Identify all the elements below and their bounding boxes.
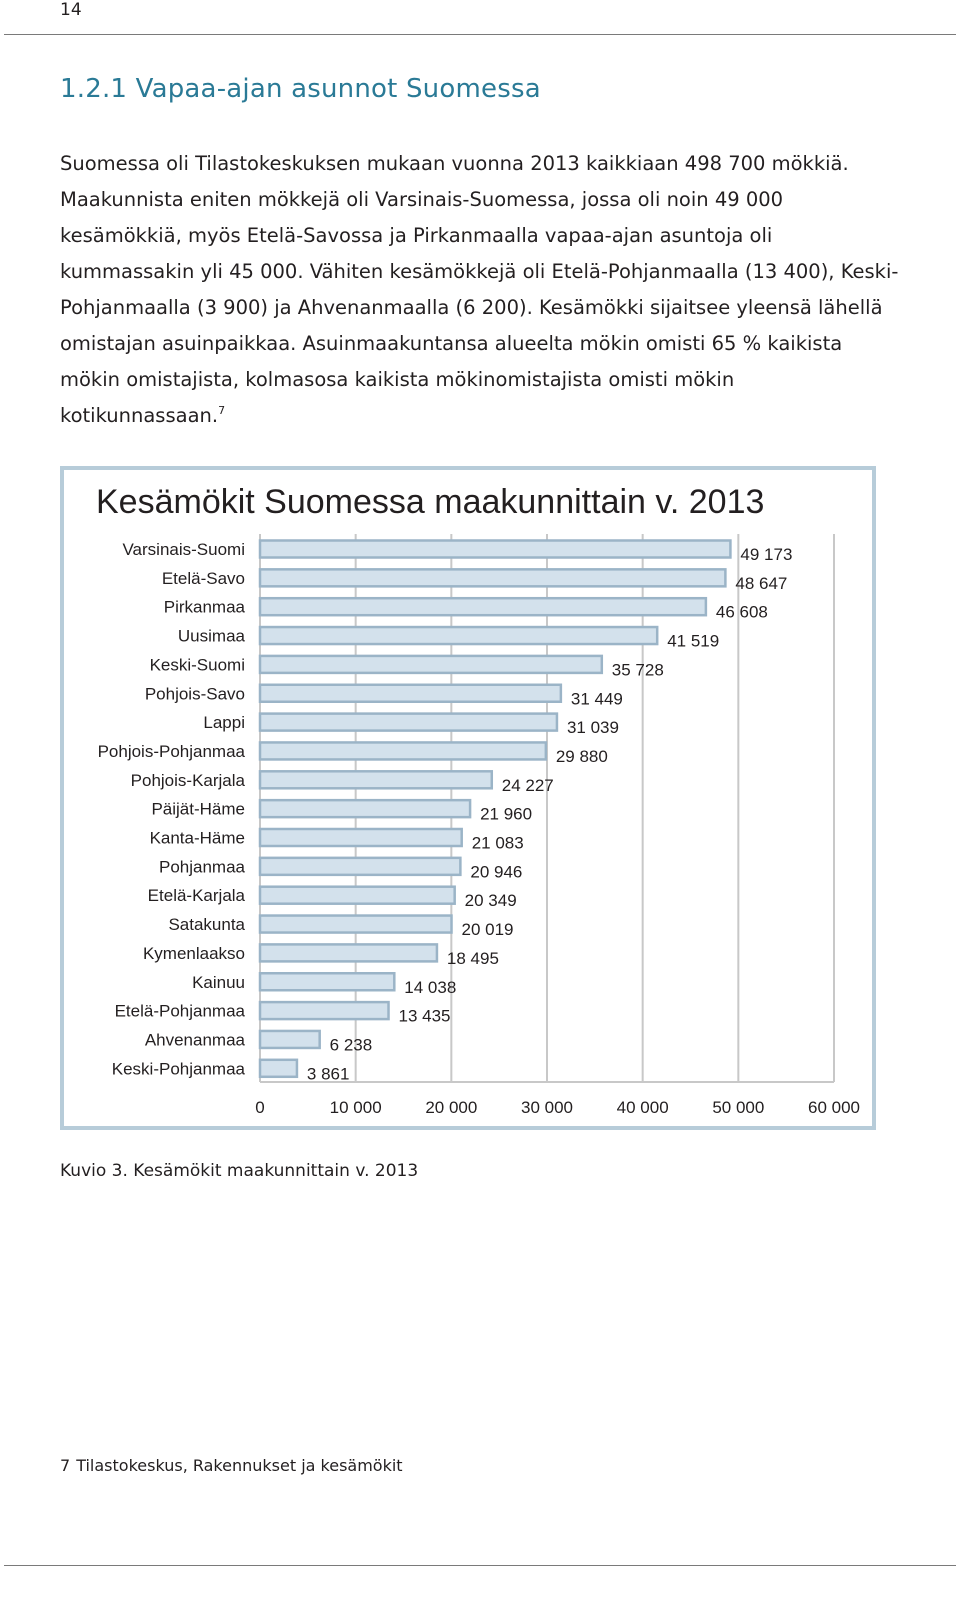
bar — [260, 1002, 389, 1019]
value-label: 3 861 — [306, 1064, 350, 1084]
x-tick-label: 20 000 — [425, 1098, 478, 1117]
value-label: 35 728 — [611, 660, 664, 680]
value-label: 13 435 — [398, 1006, 451, 1026]
category-label: Kainuu — [192, 972, 245, 992]
x-tick-label: 30 000 — [521, 1098, 573, 1117]
category-label: Päijät-Häme — [151, 799, 245, 819]
bar — [260, 627, 657, 644]
category-label: Etelä-Karjala — [147, 886, 245, 906]
bar — [260, 771, 492, 788]
category-label: Pohjois-Karjala — [130, 770, 245, 790]
value-label: 20 349 — [464, 891, 517, 911]
value-label: 6 238 — [329, 1035, 373, 1055]
x-tick-label: 40 000 — [616, 1098, 669, 1117]
category-label: Keski-Pohjanmaa — [111, 1059, 245, 1079]
bar — [260, 742, 546, 759]
value-label: 31 039 — [566, 718, 619, 738]
value-label: 18 495 — [446, 948, 499, 968]
category-label: Uusimaa — [177, 626, 245, 646]
value-label: 49 173 — [740, 545, 793, 564]
category-label: Kanta-Häme — [149, 828, 245, 848]
bar — [260, 973, 394, 990]
value-label: 21 960 — [480, 804, 533, 824]
bar — [260, 916, 452, 933]
bar — [260, 800, 470, 817]
category-label: Etelä-Savo — [161, 568, 245, 588]
bar — [260, 656, 602, 673]
x-axis-ticks — [255, 1098, 860, 1117]
top-rule — [4, 34, 956, 35]
value-label: 24 227 — [501, 775, 554, 795]
category-label: Pohjois-Pohjanmaa — [97, 741, 245, 761]
category-label: Pohjanmaa — [158, 857, 245, 877]
footnote-number: 7 — [60, 1456, 71, 1475]
value-label: 21 083 — [471, 833, 524, 853]
value-label: 48 647 — [735, 573, 788, 593]
category-label: Etelä-Pohjanmaa — [114, 1001, 245, 1021]
bar — [260, 685, 561, 702]
bar — [260, 541, 730, 558]
bar — [260, 714, 557, 731]
chart-frame — [60, 466, 876, 1130]
chart-title: Kesämökit Suomessa maakunnittain v. 2013 — [96, 483, 765, 521]
footnote-text: Tilastokeskus, Rakennukset ja kesämökit — [76, 1456, 403, 1475]
bar — [260, 887, 455, 904]
bar — [260, 569, 725, 586]
x-tick-label: 10 000 — [329, 1098, 382, 1117]
bar-chart — [64, 470, 872, 1126]
section-heading: 1.2.1 Vapaa-ajan asunnot Suomessa — [60, 74, 541, 104]
category-label: Satakunta — [168, 915, 245, 935]
footnote-reference[interactable]: 7 — [218, 404, 226, 417]
footnote — [60, 1456, 403, 1475]
body-paragraph-text: Suomessa oli Tilastokeskuksen mukaan vuonna 2013 kaikkiaan 498 700 mökkiä. Maakunnista eniten mökkejä oli Varsinais-Suomessa, jossa oli noin 49 000 kesämökkiä, myös Etelä-Savossa ja Pirkanmaalla vapaa-ajan asuntoja oli kummassakin yli 45 000. Vähiten kesämökkejä oli Etelä-Pohjanmaalla (13 400), Keski-Pohjanmaalla (3 900) ja Ahvenanmaalla (6 200). Kesämökki sijaitsee yleensä lähellä omistajan asuinpaikkaa. Asuinmaakuntansa alueelta mökin omisti 65 % kaikista mökin omistajista, kolmasosa kaikista mökinomistajista omisti mökin kotikunnassaan. — [60, 152, 899, 427]
value-label: 20 946 — [470, 862, 523, 882]
category-label: Varsinais-Suomi — [122, 540, 245, 559]
bar — [260, 598, 706, 615]
value-label: 29 880 — [555, 746, 608, 766]
bar — [260, 1060, 297, 1077]
category-label: Ahvenanmaa — [144, 1030, 245, 1050]
category-label: Pirkanmaa — [163, 597, 245, 617]
bar — [260, 829, 462, 846]
value-label: 41 519 — [667, 631, 720, 651]
category-labels — [98, 540, 246, 1078]
x-tick-label: 60 000 — [808, 1098, 860, 1117]
category-label: Keski-Suomi — [149, 655, 245, 675]
bar — [260, 1031, 320, 1048]
category-label: Pohjois-Savo — [144, 684, 245, 704]
figure-caption: Kuvio 3. Kesämökit maakunnittain v. 2013 — [60, 1161, 419, 1181]
bar — [260, 858, 460, 875]
page-number: 14 — [60, 0, 82, 20]
value-label: 14 038 — [404, 977, 457, 997]
x-tick-label: 0 — [255, 1098, 265, 1117]
value-label: 20 019 — [461, 920, 514, 940]
value-label: 46 608 — [715, 602, 768, 622]
value-label: 31 449 — [570, 689, 623, 709]
body-paragraph — [60, 146, 900, 434]
bar — [260, 944, 437, 961]
bottom-rule — [4, 1565, 956, 1566]
x-tick-label: 50 000 — [712, 1098, 765, 1117]
category-label: Kymenlaakso — [142, 943, 245, 963]
category-label: Lappi — [203, 713, 245, 733]
